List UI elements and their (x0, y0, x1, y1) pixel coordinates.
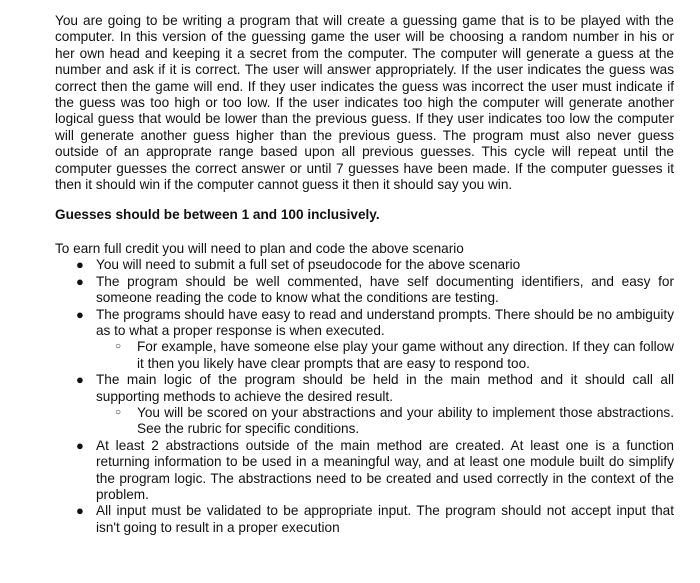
bullet-icon: ● (76, 372, 84, 388)
requirement-item-comments (76, 273, 674, 307)
requirement-text: At least 2 abstractions outside of the main method are created. At least one is a function returning information to be used in a meaningful way, and at least one module built do simplify the program logic. The abstractions need to be created and used correctly in the context of the problem. (96, 437, 674, 502)
requirement-text: The programs should have easy to read and understand prompts. There should be no ambiguity as to what a proper response is when executed. (96, 306, 674, 338)
hollow-bullet-icon: ○ (115, 406, 122, 418)
requirement-text: The main logic of the program should be held in the main method and it should call all supporting methods to achieve the desired result. (96, 372, 674, 404)
hollow-bullet-icon: ○ (115, 341, 122, 353)
requirement-text: The program should be well commented, have self documenting identifiers, and easy for someone reading the code to know what the conditions are testing. (96, 273, 674, 306)
sub-item-text: You will be scored on your abstractions and your ability to implement those abstractions. See the rubric for specific conditions. (137, 404, 674, 437)
requirement-text: You will need to submit a full set of pseudocode for the above scenario (96, 257, 521, 273)
bullet-icon: ● (76, 306, 84, 322)
prompts-sublist (96, 339, 674, 372)
requirement-item-main-logic (76, 372, 674, 438)
sub-item-text: For example, have someone else play your game without any direction. If they can follow it then you likely have clear prompts that are easy to respond too. (137, 339, 674, 371)
bullet-icon: ● (76, 273, 84, 289)
sub-item-scoring (115, 404, 674, 438)
requirement-text: All input must be validated to be appropriate input. The program should not accept input that isn't going to result in a proper execution (96, 503, 674, 535)
requirement-item-pseudocode (76, 257, 674, 273)
requirement-item-abstractions (76, 437, 674, 504)
main-logic-sublist (96, 405, 674, 438)
requirements-lead: To earn full credit you will need to plan and code the above scenario (55, 240, 464, 256)
requirement-item-prompts (76, 306, 674, 373)
sub-item-example (115, 339, 674, 372)
bullet-icon: ● (76, 437, 84, 453)
requirement-item-validation (76, 503, 674, 536)
bullet-icon: ● (76, 503, 84, 519)
range-heading: Guesses should be between 1 and 100 inclusively. (55, 207, 380, 223)
intro-paragraph: You are going to be writing a program that will create a guessing game that is to be played with the computer. In this version of the guessing game the user will be choosing a random number in his or her own head and keeping it a secret from the computer. The computer will generate a guess at the number and ask if it is correct. The user will answer appropriately. If the user indicates the guess was correct then the game will end. If they user indicates the guess was incorrect the user must indicate if the guess was too high or too low. If the user indicates too high the computer will generate another logical guess that would be lower than the previous guess. If they user indicates too low the computer will generate another guess higher than the previous guess. The program must also never guess outside of an approprate range based upon all previous guesses. This cycle will repeat until the computer guesses the correct answer or until 7 guesses have been made. If the computer guesses it then it should win if the computer cannot guess it then it should say you win. (55, 13, 674, 193)
requirements-list (55, 257, 674, 536)
bullet-icon: ● (76, 257, 84, 273)
